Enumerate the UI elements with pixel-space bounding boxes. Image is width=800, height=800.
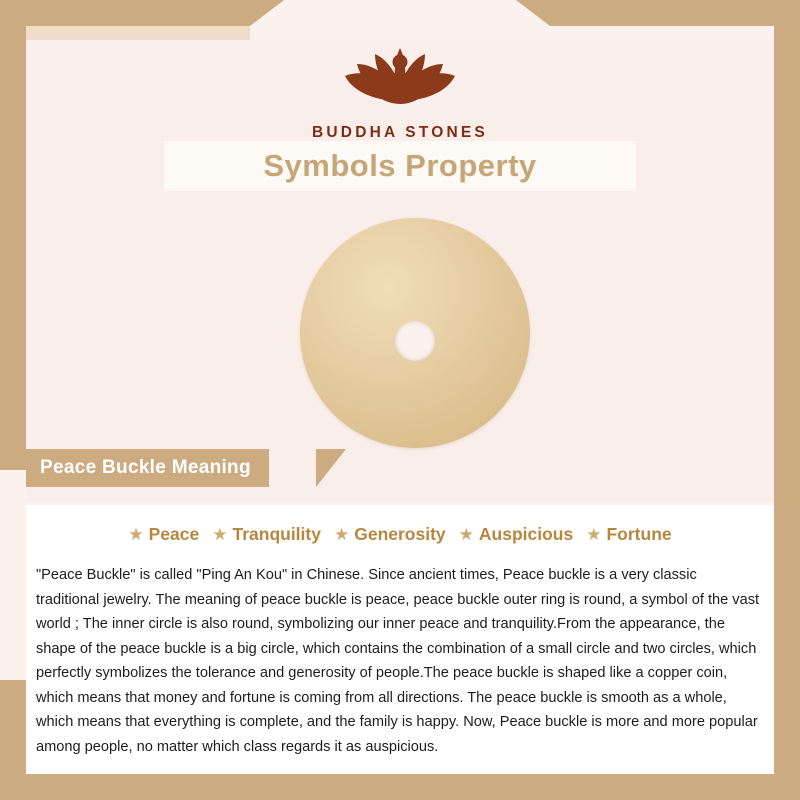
list-item (334, 524, 446, 545)
keyword-label: Fortune (606, 524, 672, 544)
star-icon: ★ (212, 525, 228, 544)
keyword-label: Peace (148, 524, 200, 544)
star-icon: ★ (458, 525, 474, 544)
star-icon: ★ (128, 525, 144, 544)
list-item (212, 524, 321, 545)
section-tab-arrow (316, 449, 346, 487)
brand-name: BUDDHA STONES (312, 124, 488, 141)
section-tab-label: Peace Buckle Meaning (40, 457, 251, 478)
lotus-meditation-figure-icon (315, 26, 485, 122)
section-tab-peace-buckle-meaning (26, 449, 269, 487)
page-title-text: Symbols Property (263, 148, 537, 183)
keyword-label: Generosity (354, 524, 446, 544)
star-icon: ★ (333, 525, 350, 544)
decorative-band-top-left (0, 0, 250, 26)
peace-buckle-disc-image (300, 218, 530, 448)
decorative-band-top-right (550, 0, 800, 26)
list-item (586, 524, 671, 545)
keyword-label: Tranquility (232, 524, 321, 544)
decorative-band-bottom (0, 774, 800, 800)
disc-inner-hole (395, 321, 435, 361)
decorative-corner-top-right (516, 0, 550, 26)
decorative-band-bottom-left (0, 680, 26, 800)
brand-logo (0, 26, 800, 142)
decorative-corner-top-left (250, 0, 284, 26)
keyword-label: Auspicious (478, 524, 574, 544)
page-title (164, 141, 636, 191)
star-icon: ★ (586, 525, 602, 544)
list-item (459, 524, 574, 545)
list-item (128, 524, 199, 545)
keyword-list (26, 524, 774, 545)
body-paragraph: "Peace Buckle" is called "Ping An Kou" in Chinese. Since ancient times, Peace buckle is a very classic traditional jewelry. The meaning of peace buckle is peace, peace buckle outer ring is round, a symbol of the vast world ; The inner circle is also round, symbolizing our inner peace and tranquility.From the appearance, the shape of the peace buckle is a big circle, which contains the combination of a small circle and two circles, which perfectly symbolizes the tolerance and generosity of people.The peace buckle is shaped like a copper coin, which means that money and fortune is coming from all directions. The peace buckle is smooth as a whole, which means that everything is complete, and the family is happy. Now, Peace buckle is more and more popular among people, no matter which class regards it as auspicious. (36, 567, 760, 755)
